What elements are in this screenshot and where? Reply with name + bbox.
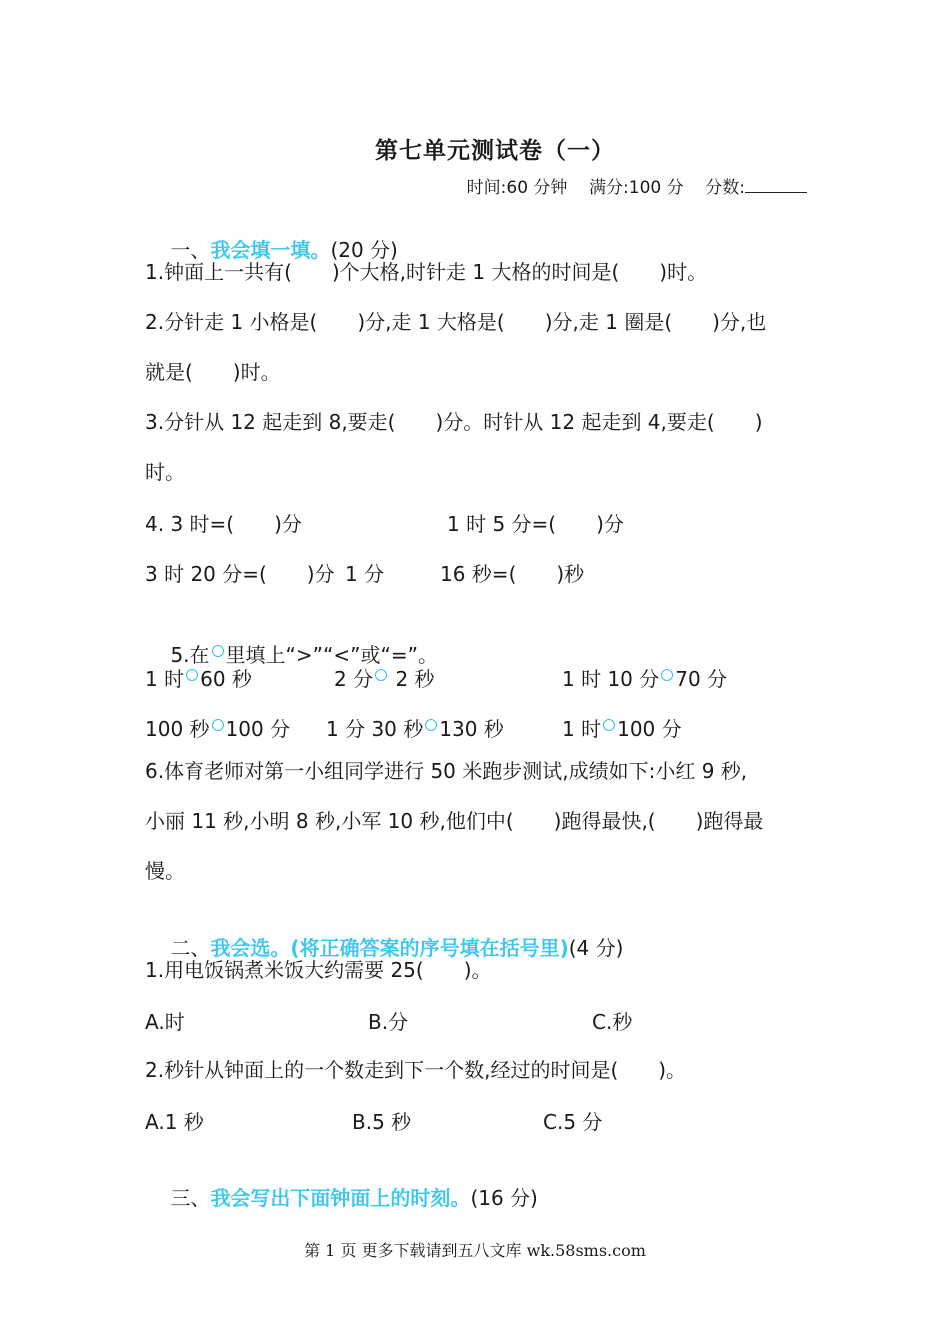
compare-item — [145, 663, 252, 692]
question-1-6-line3: 慢。 — [145, 859, 185, 883]
section3-points: (16 分) — [470, 1186, 538, 1210]
compare-right: 100 分 — [225, 717, 291, 741]
compare-item — [145, 713, 290, 742]
section2-heading: 我会选。(将正确答案的序号填在括号里) — [210, 936, 569, 960]
compare-item — [562, 663, 727, 692]
time-limit: 时间:60 分钟 — [466, 178, 568, 198]
question-1-2-line1: 2.分针走 1 小格是( )分,走 1 大格是( )分,走 1 圈是( )分,也 — [145, 310, 767, 334]
page-title: 第七单元测试卷（一） — [375, 137, 615, 164]
section1-heading: 我会填一填。 — [210, 238, 331, 262]
circle-icon[interactable] — [375, 669, 387, 681]
compare-item — [562, 713, 682, 742]
question-1-6-line1: 6.体育老师对第一小组同学进行 50 米跑步测试,成绩如下:小红 9 秒, — [145, 759, 748, 783]
option-c[interactable]: C.秒 — [592, 1010, 633, 1034]
circle-icon — [212, 645, 224, 657]
question-1-3-line2: 时。 — [145, 460, 185, 484]
compare-right: 100 分 — [617, 717, 682, 741]
question-1-3-line1: 3.分针从 12 起走到 8,要走( )分。时针从 12 起走到 4,要走( ) — [145, 410, 763, 434]
circle-icon[interactable] — [212, 719, 224, 731]
option-b[interactable]: B.分 — [368, 1010, 409, 1034]
compare-left: 100 秒 — [145, 717, 210, 741]
question-1-4-a2: 1 时 5 分=( )分 — [447, 512, 624, 536]
option-a[interactable]: A.时 — [145, 1010, 185, 1034]
question-1-4-a1: 4. 3 时=( )分 — [145, 512, 302, 536]
compare-left: 1 时 — [145, 667, 185, 691]
compare-right: 60 秒 — [200, 667, 252, 691]
section3-header — [145, 1156, 538, 1240]
full-score: 满分:100 分 — [589, 178, 684, 198]
circle-icon[interactable] — [186, 669, 198, 681]
question-1-1: 1.钟面上一共有( )个大格,时针走 1 大格的时间是( )时。 — [145, 260, 708, 284]
question-2-1: 1.用电饭锅煮米饭大约需要 25( )。 — [145, 958, 492, 982]
option-a[interactable]: A.1 秒 — [145, 1110, 204, 1134]
q5-head-a: 5.在 — [170, 643, 210, 667]
question-2-2: 2.秒针从钟面上的一个数走到下一个数,经过的时间是( )。 — [145, 1058, 687, 1082]
compare-item — [334, 663, 435, 692]
circle-icon[interactable] — [603, 719, 615, 731]
question-1-4-b1: 3 时 20 分=( )分 — [145, 562, 335, 586]
circle-icon[interactable] — [661, 669, 673, 681]
question-1-4-b2: 1 分 — [345, 562, 385, 586]
section2-prefix: 二、 — [170, 936, 211, 960]
section1-prefix: 一、 — [170, 238, 211, 262]
question-1-6-line2: 小丽 11 秒,小明 8 秒,小军 10 秒,他们中( )跑得最快,( )跑得最 — [145, 809, 764, 833]
option-b[interactable]: B.5 秒 — [352, 1110, 412, 1134]
compare-right: 70 分 — [675, 667, 728, 691]
question-1-4-b3: 16 秒=( )秒 — [440, 562, 585, 586]
section3-prefix: 三、 — [170, 1186, 211, 1210]
compare-right: 2 秒 — [389, 667, 435, 691]
section3-heading: 我会写出下面钟面上的时刻。 — [210, 1186, 471, 1210]
option-c[interactable]: C.5 分 — [543, 1110, 603, 1134]
section2-points: (4 分) — [568, 936, 624, 960]
circle-icon[interactable] — [425, 719, 437, 731]
compare-left: 2 分 — [334, 667, 374, 691]
page-footer: 第 1 页 更多下载请到五八文库 wk.58sms.com — [304, 1241, 646, 1260]
question-1-2-line2: 就是( )时。 — [145, 360, 281, 384]
compare-left: 1 时 10 分 — [562, 667, 660, 691]
compare-left: 1 分 30 秒 — [326, 717, 424, 741]
exam-meta — [467, 173, 807, 198]
compare-right: 130 秒 — [439, 717, 504, 741]
section1-points: (20 分) — [330, 238, 398, 262]
compare-left: 1 时 — [562, 717, 602, 741]
compare-item — [326, 713, 504, 742]
score-label: 分数: — [705, 178, 745, 198]
score-blank — [745, 174, 807, 193]
q5-head-b: 里填上“>”“<”或“=”。 — [225, 643, 438, 667]
